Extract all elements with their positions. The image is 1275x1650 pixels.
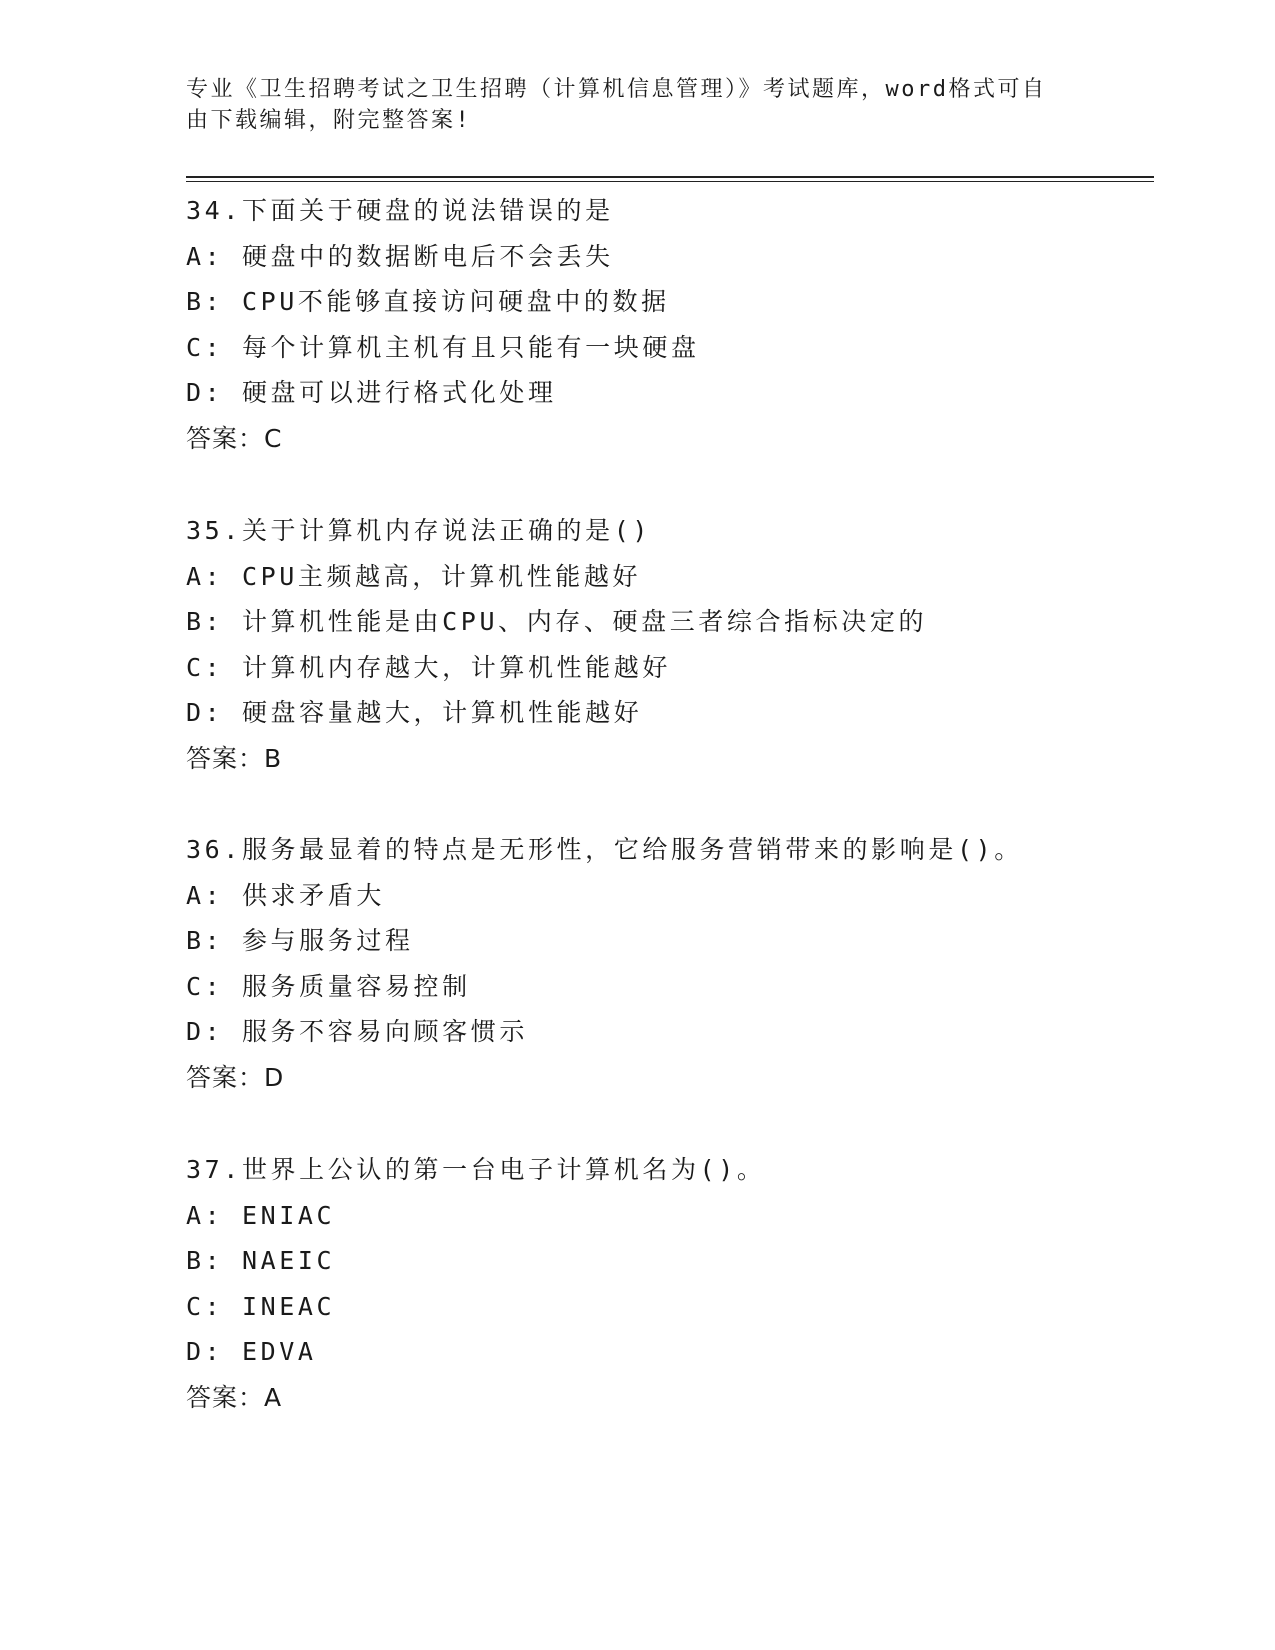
header-divider-thick: [186, 176, 1154, 178]
question-35: [186, 508, 1186, 781]
question-stem: 34.下面关于硬盘的说法错误的是: [186, 196, 614, 225]
option-d: D: EDVA: [186, 1337, 317, 1366]
header-line-2: 由下载编辑，附完整答案!: [186, 108, 472, 133]
option-c: C: INEAC: [186, 1291, 336, 1321]
question-36: [186, 827, 1186, 1100]
option-b: B: 计算机性能是由CPU、内存、硬盘三者综合指标决定的: [186, 607, 928, 636]
question-stem: 36.服务最显着的特点是无形性，它给服务营销带来的影响是()。: [186, 835, 1023, 864]
option-a: A: ENIAC: [186, 1200, 336, 1230]
document-header: [186, 74, 1086, 136]
answer: 答案：B: [186, 743, 283, 773]
option-b: B: NAEIC: [186, 1246, 336, 1275]
option-d: D: 硬盘可以进行格式化处理: [186, 378, 557, 407]
option-c: C: 计算机内存越大，计算机性能越好: [186, 652, 671, 682]
option-d: D: 服务不容易向顾客惯示: [186, 1017, 528, 1046]
question-stem: 37.世界上公认的第一台电子计算机名为()。: [186, 1155, 766, 1184]
option-b: B: CPU不能够直接访问硬盘中的数据: [186, 287, 670, 316]
question-stem: 35.关于计算机内存说法正确的是(): [186, 516, 652, 545]
option-b: B: 参与服务过程: [186, 926, 414, 955]
header-line-1: 专业《卫生招聘考试之卫生招聘（计算机信息管理）》考试题库，word格式可自: [186, 77, 1047, 102]
answer: 答案：D: [186, 1062, 285, 1092]
question-34: [186, 188, 1186, 461]
option-d: D: 硬盘容量越大，计算机性能越好: [186, 698, 643, 727]
option-a: A: 供求矛盾大: [186, 880, 385, 910]
option-a: A: CPU主频越高，计算机性能越好: [186, 561, 642, 591]
answer: 答案：A: [186, 1382, 283, 1412]
option-c: C: 每个计算机主机有且只能有一块硬盘: [186, 332, 700, 362]
header-divider-thin: [186, 181, 1154, 182]
answer: 答案：C: [186, 423, 283, 453]
option-a: A: 硬盘中的数据断电后不会丢失: [186, 241, 614, 271]
option-c: C: 服务质量容易控制: [186, 971, 471, 1001]
question-37: [186, 1147, 1186, 1420]
